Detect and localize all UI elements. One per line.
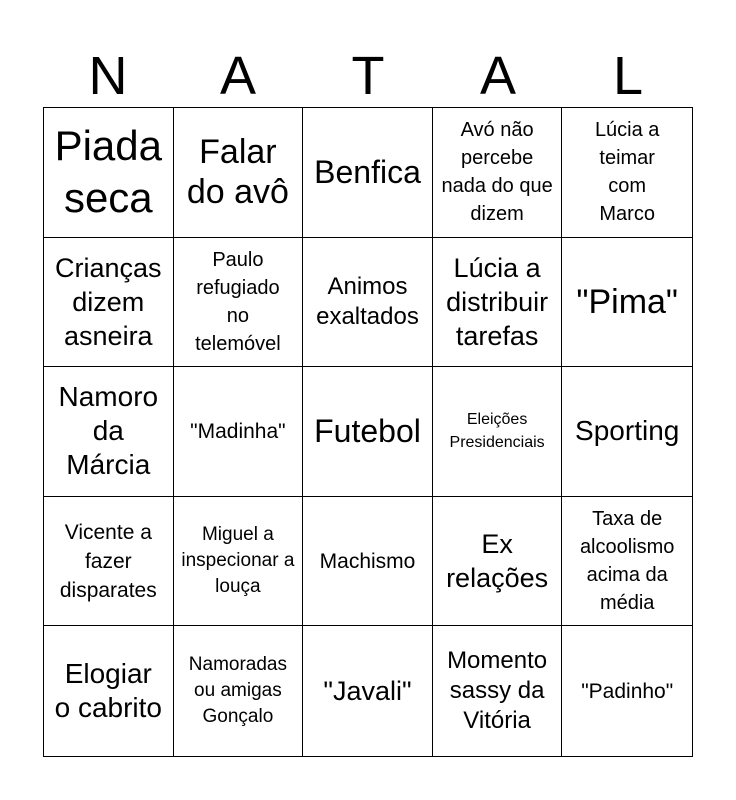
bingo-cell-text: Falar do avô bbox=[186, 133, 289, 212]
header-letter-n: N bbox=[88, 46, 128, 106]
bingo-cell-r5c1[interactable] bbox=[44, 626, 174, 756]
bingo-cell-r5c2[interactable] bbox=[174, 626, 304, 756]
bingo-cell-text: Namoradas ou amigas Gonçalo bbox=[188, 654, 287, 728]
bingo-cell-text: Ex relações bbox=[446, 529, 549, 594]
bingo-cell-text: Taxa de alcoolismo acima da média bbox=[579, 508, 675, 615]
bingo-cell-r4c3[interactable] bbox=[303, 497, 433, 627]
bingo-cell-r5c4[interactable] bbox=[433, 626, 563, 756]
bingo-cell-text: Vicente a fazer disparates bbox=[59, 520, 157, 602]
bingo-cell-text: Animos exaltados bbox=[316, 272, 419, 330]
bingo-cell-r1c2[interactable] bbox=[174, 108, 304, 238]
bingo-cell-text: Lúcia a distribuir tarefas bbox=[446, 252, 549, 351]
bingo-header bbox=[43, 44, 693, 108]
bingo-cell-r1c4[interactable] bbox=[433, 108, 563, 238]
bingo-cell-r4c4[interactable] bbox=[433, 497, 563, 627]
bingo-cell-r1c3[interactable] bbox=[303, 108, 433, 238]
bingo-cell-r4c5[interactable] bbox=[562, 497, 692, 627]
bingo-cell-text: Sporting bbox=[575, 415, 680, 447]
bingo-cell-text: Eleições Presidenciais bbox=[449, 411, 545, 452]
bingo-cell-text: Crianças dizem asneira bbox=[55, 252, 162, 351]
bingo-cell-r4c1[interactable] bbox=[44, 497, 174, 627]
bingo-cell-text: Avó não percebe nada do que dizem bbox=[441, 119, 553, 226]
bingo-cell-r2c1[interactable] bbox=[44, 238, 174, 368]
bingo-cell-r3c4[interactable] bbox=[433, 367, 563, 497]
bingo-cell-text: Piada seca bbox=[54, 122, 162, 222]
bingo-cell-text: Elogiar o cabrito bbox=[54, 658, 162, 724]
bingo-cell-r2c4[interactable] bbox=[433, 238, 563, 368]
bingo-cell-r2c5[interactable] bbox=[562, 238, 692, 368]
bingo-cell-text: Paulo refugiado no telemóvel bbox=[195, 248, 281, 355]
bingo-cell-text: "Padinho" bbox=[581, 679, 674, 703]
bingo-cell-text: "Madinha" bbox=[190, 419, 286, 443]
bingo-cell-r3c3[interactable] bbox=[303, 367, 433, 497]
bingo-cell-r2c2[interactable] bbox=[174, 238, 304, 368]
bingo-cell-r4c2[interactable] bbox=[174, 497, 304, 627]
bingo-cell-r1c1[interactable] bbox=[44, 108, 174, 238]
bingo-cell-text: Benfica bbox=[314, 154, 421, 191]
bingo-cell-text: Lúcia a teimar com Marco bbox=[594, 119, 660, 226]
bingo-cell-r5c3[interactable] bbox=[303, 626, 433, 756]
bingo-cell-text: Futebol bbox=[314, 413, 421, 450]
bingo-cell-r5c5[interactable] bbox=[562, 626, 692, 756]
bingo-cell-r1c5[interactable] bbox=[562, 108, 692, 238]
bingo-cell-r2c3[interactable] bbox=[303, 238, 433, 368]
header-letter-a-second: A bbox=[479, 46, 517, 106]
bingo-cell-text: Machismo bbox=[319, 549, 416, 573]
header-letter-l: L bbox=[612, 46, 644, 106]
header-letter-t: T bbox=[351, 46, 385, 106]
bingo-cell-r3c2[interactable] bbox=[174, 367, 304, 497]
bingo-cell-text: "Javali" bbox=[323, 676, 412, 707]
bingo-cell-r3c5[interactable] bbox=[562, 367, 692, 497]
bingo-cell-text: Miguel a inspecionar a louça bbox=[181, 524, 295, 598]
bingo-cell-text: Momento sassy da Vitória bbox=[447, 647, 548, 735]
bingo-board bbox=[43, 107, 693, 757]
bingo-cell-r3c1[interactable] bbox=[44, 367, 174, 497]
bingo-cell-text: "Pima" bbox=[576, 282, 678, 321]
bingo-cell-text: Namoro da Márcia bbox=[58, 381, 159, 481]
header-letter-a: A bbox=[219, 46, 257, 106]
